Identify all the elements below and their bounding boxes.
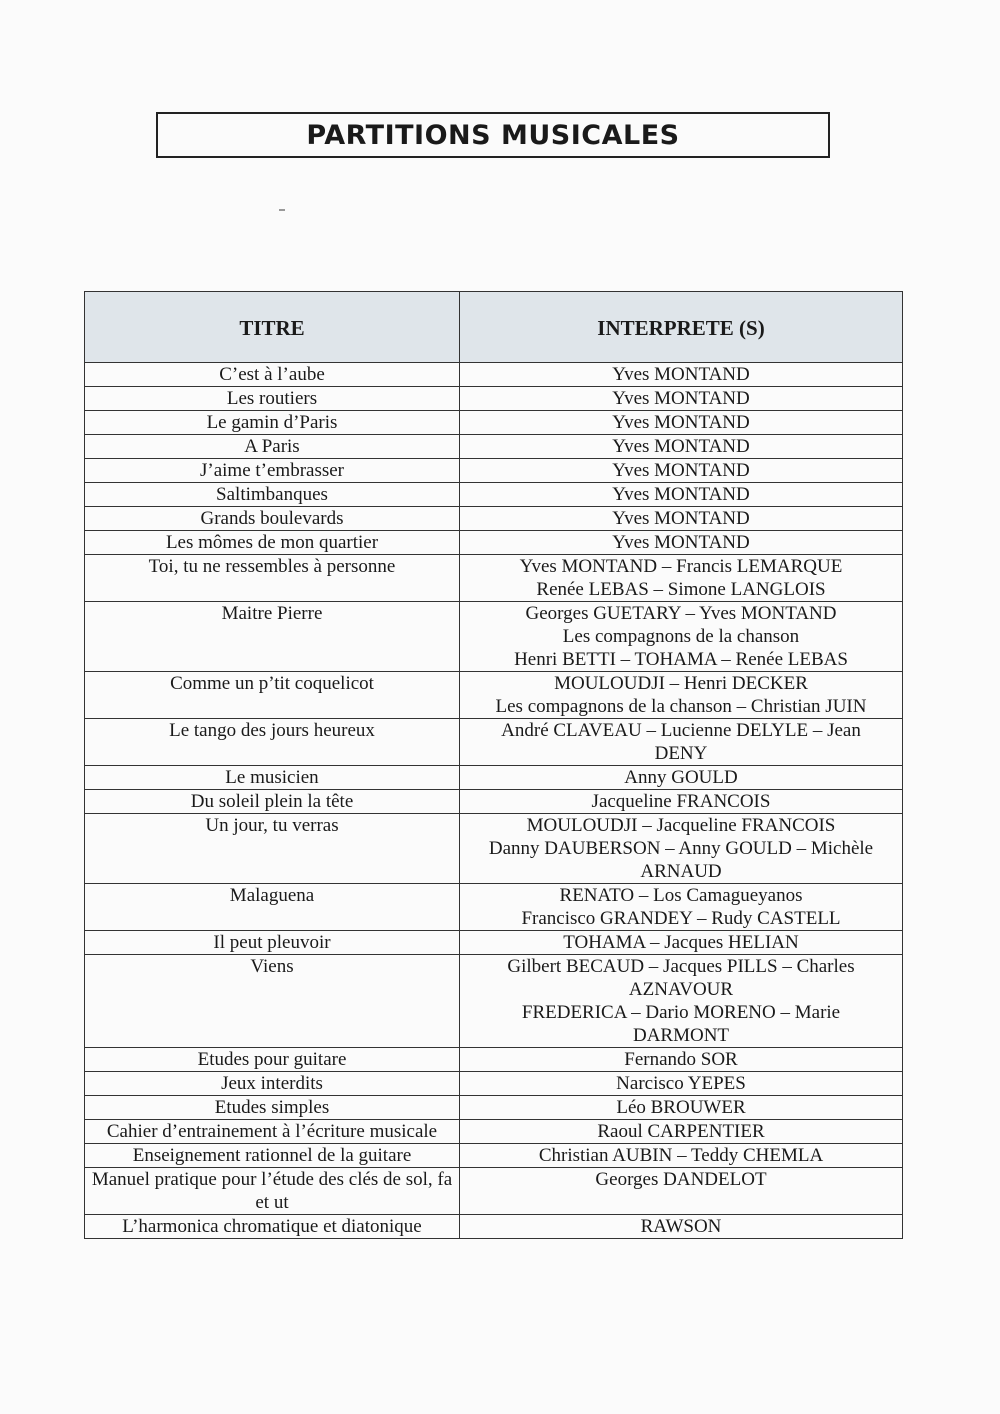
- table-row: [85, 602, 903, 672]
- performer-line: Yves MONTAND: [612, 532, 750, 553]
- performer-line: MOULOUDJI – Henri DECKER: [554, 673, 808, 694]
- table-row: [85, 719, 903, 766]
- song-title-cell: Le tango des jours heureux: [85, 719, 460, 766]
- scores-table: [84, 291, 903, 1239]
- table-row: [85, 1120, 903, 1144]
- song-title-cell: Les mômes de mon quartier: [85, 531, 460, 555]
- performer-line: Gilbert BECAUD – Jacques PILLS – Charles: [507, 956, 855, 977]
- song-title-cell: Du soleil plein la tête: [85, 790, 460, 814]
- performers-cell: [460, 1144, 903, 1168]
- performers-cell: [460, 719, 903, 766]
- performer-line: Narcisco YEPES: [616, 1073, 746, 1094]
- table-row: [85, 931, 903, 955]
- performer-line: Georges GUETARY – Yves MONTAND: [525, 603, 837, 624]
- table-row: [85, 531, 903, 555]
- performer-line: Fernando SOR: [624, 1049, 738, 1070]
- table-row: [85, 435, 903, 459]
- song-title-cell: L’harmonica chromatique et diatonique: [85, 1215, 460, 1239]
- performers-cell: [460, 411, 903, 435]
- performer-line: Yves MONTAND: [612, 508, 750, 529]
- performer-line: Léo BROUWER: [616, 1097, 746, 1118]
- table-row: [85, 411, 903, 435]
- performer-line: FREDERICA – Dario MORENO – Marie: [521, 1002, 841, 1023]
- performer-line: RENATO – Los Camagueyanos: [559, 885, 803, 906]
- performer-line: Yves MONTAND: [612, 412, 750, 433]
- table-row: [85, 1144, 903, 1168]
- song-title-cell: Manuel pratique pour l’étude des clés de sol, fa et ut: [85, 1168, 460, 1215]
- performer-line: AZNAVOUR: [628, 979, 734, 1000]
- table-row: [85, 955, 903, 1048]
- song-title-cell: Enseignement rationnel de la guitare: [85, 1144, 460, 1168]
- performer-line: André CLAVEAU – Lucienne DELYLE – Jean: [501, 720, 861, 741]
- song-title-cell: Toi, tu ne ressembles à personne: [85, 555, 460, 602]
- table-row: [85, 672, 903, 719]
- performer-line: TOHAMA – Jacques HELIAN: [563, 932, 799, 953]
- performers-cell: [460, 507, 903, 531]
- performer-line: Georges DANDELOT: [595, 1169, 767, 1190]
- performer-line: Christian AUBIN – Teddy CHEMLA: [538, 1145, 824, 1166]
- table-row: [85, 1048, 903, 1072]
- performers-cell: [460, 1168, 903, 1215]
- performers-cell: [460, 931, 903, 955]
- performer-line: Yves MONTAND: [612, 364, 750, 385]
- performer-line: Renée LEBAS – Simone LANGLOIS: [536, 579, 826, 600]
- table-row: [85, 555, 903, 602]
- performers-cell: [460, 531, 903, 555]
- performers-cell: [460, 790, 903, 814]
- performers-cell: [460, 459, 903, 483]
- column-header-interprete: INTERPRETE (S): [460, 292, 903, 363]
- performers-cell: [460, 602, 903, 672]
- table-row: [85, 1072, 903, 1096]
- table-row: [85, 814, 903, 884]
- song-title-cell: Les routiers: [85, 387, 460, 411]
- performers-cell: [460, 1048, 903, 1072]
- table-row: [85, 1096, 903, 1120]
- performer-line: Francisco GRANDEY – Rudy CASTELL: [521, 908, 841, 929]
- performers-cell: [460, 435, 903, 459]
- paper-speck: [279, 209, 285, 211]
- performers-cell: [460, 1072, 903, 1096]
- performers-cell: [460, 1215, 903, 1239]
- song-title-cell: Etudes pour guitare: [85, 1048, 460, 1072]
- page-title-box: [156, 112, 830, 158]
- performers-cell: [460, 814, 903, 884]
- page-title: PARTITIONS MUSICALES: [306, 119, 680, 151]
- song-title-cell: Cahier d’entrainement à l’écriture musicale: [85, 1120, 460, 1144]
- column-header-titre: TITRE: [85, 292, 460, 363]
- performer-line: Jacqueline FRANCOIS: [591, 791, 771, 812]
- song-title-cell: Le gamin d’Paris: [85, 411, 460, 435]
- table-header-row: [85, 292, 903, 363]
- table-row: [85, 483, 903, 507]
- table-row: [85, 459, 903, 483]
- table-row: [85, 387, 903, 411]
- song-title-cell: Jeux interdits: [85, 1072, 460, 1096]
- performer-line: Yves MONTAND: [612, 460, 750, 481]
- song-title-cell: A Paris: [85, 435, 460, 459]
- performers-cell: [460, 1096, 903, 1120]
- song-title-cell: Grands boulevards: [85, 507, 460, 531]
- performers-cell: [460, 387, 903, 411]
- performer-line: Les compagnons de la chanson: [562, 626, 800, 647]
- table-row: [85, 1215, 903, 1239]
- table-row: [85, 790, 903, 814]
- performer-line: Henri BETTI – TOHAMA – Renée LEBAS: [514, 649, 848, 670]
- performers-cell: [460, 363, 903, 387]
- song-title-cell: Le musicien: [85, 766, 460, 790]
- performer-line: Anny GOULD: [624, 767, 738, 788]
- performer-line: DENY: [654, 743, 708, 764]
- table-row: [85, 507, 903, 531]
- performers-cell: [460, 1120, 903, 1144]
- performer-line: DARMONT: [632, 1025, 730, 1046]
- song-title-cell: Saltimbanques: [85, 483, 460, 507]
- table-row: [85, 884, 903, 931]
- performers-cell: [460, 955, 903, 1048]
- song-title-cell: Maitre Pierre: [85, 602, 460, 672]
- performer-line: RAWSON: [640, 1216, 722, 1237]
- performer-line: Yves MONTAND: [612, 436, 750, 457]
- performer-line: Yves MONTAND – Francis LEMARQUE: [519, 556, 843, 577]
- performer-line: Yves MONTAND: [612, 484, 750, 505]
- song-title-cell: Comme un p’tit coquelicot: [85, 672, 460, 719]
- performers-cell: [460, 672, 903, 719]
- table-row: [85, 363, 903, 387]
- performer-line: Yves MONTAND: [612, 388, 750, 409]
- performers-cell: [460, 555, 903, 602]
- song-title-cell: Un jour, tu verras: [85, 814, 460, 884]
- song-title-cell: Malaguena: [85, 884, 460, 931]
- song-title-cell: J’aime t’embrasser: [85, 459, 460, 483]
- song-title-cell: C’est à l’aube: [85, 363, 460, 387]
- performers-cell: [460, 884, 903, 931]
- song-title-cell: Il peut pleuvoir: [85, 931, 460, 955]
- table-row: [85, 1168, 903, 1215]
- performer-line: Les compagnons de la chanson – Christian JUIN: [495, 696, 867, 717]
- table-row: [85, 766, 903, 790]
- song-title-cell: Viens: [85, 955, 460, 1048]
- performer-line: ARNAUD: [640, 861, 722, 882]
- performers-cell: [460, 766, 903, 790]
- performer-line: Raoul CARPENTIER: [597, 1121, 765, 1142]
- performers-cell: [460, 483, 903, 507]
- performer-line: Danny DAUBERSON – Anny GOULD – Michèle: [488, 838, 874, 859]
- song-title-cell: Etudes simples: [85, 1096, 460, 1120]
- performer-line: MOULOUDJI – Jacqueline FRANCOIS: [526, 815, 836, 836]
